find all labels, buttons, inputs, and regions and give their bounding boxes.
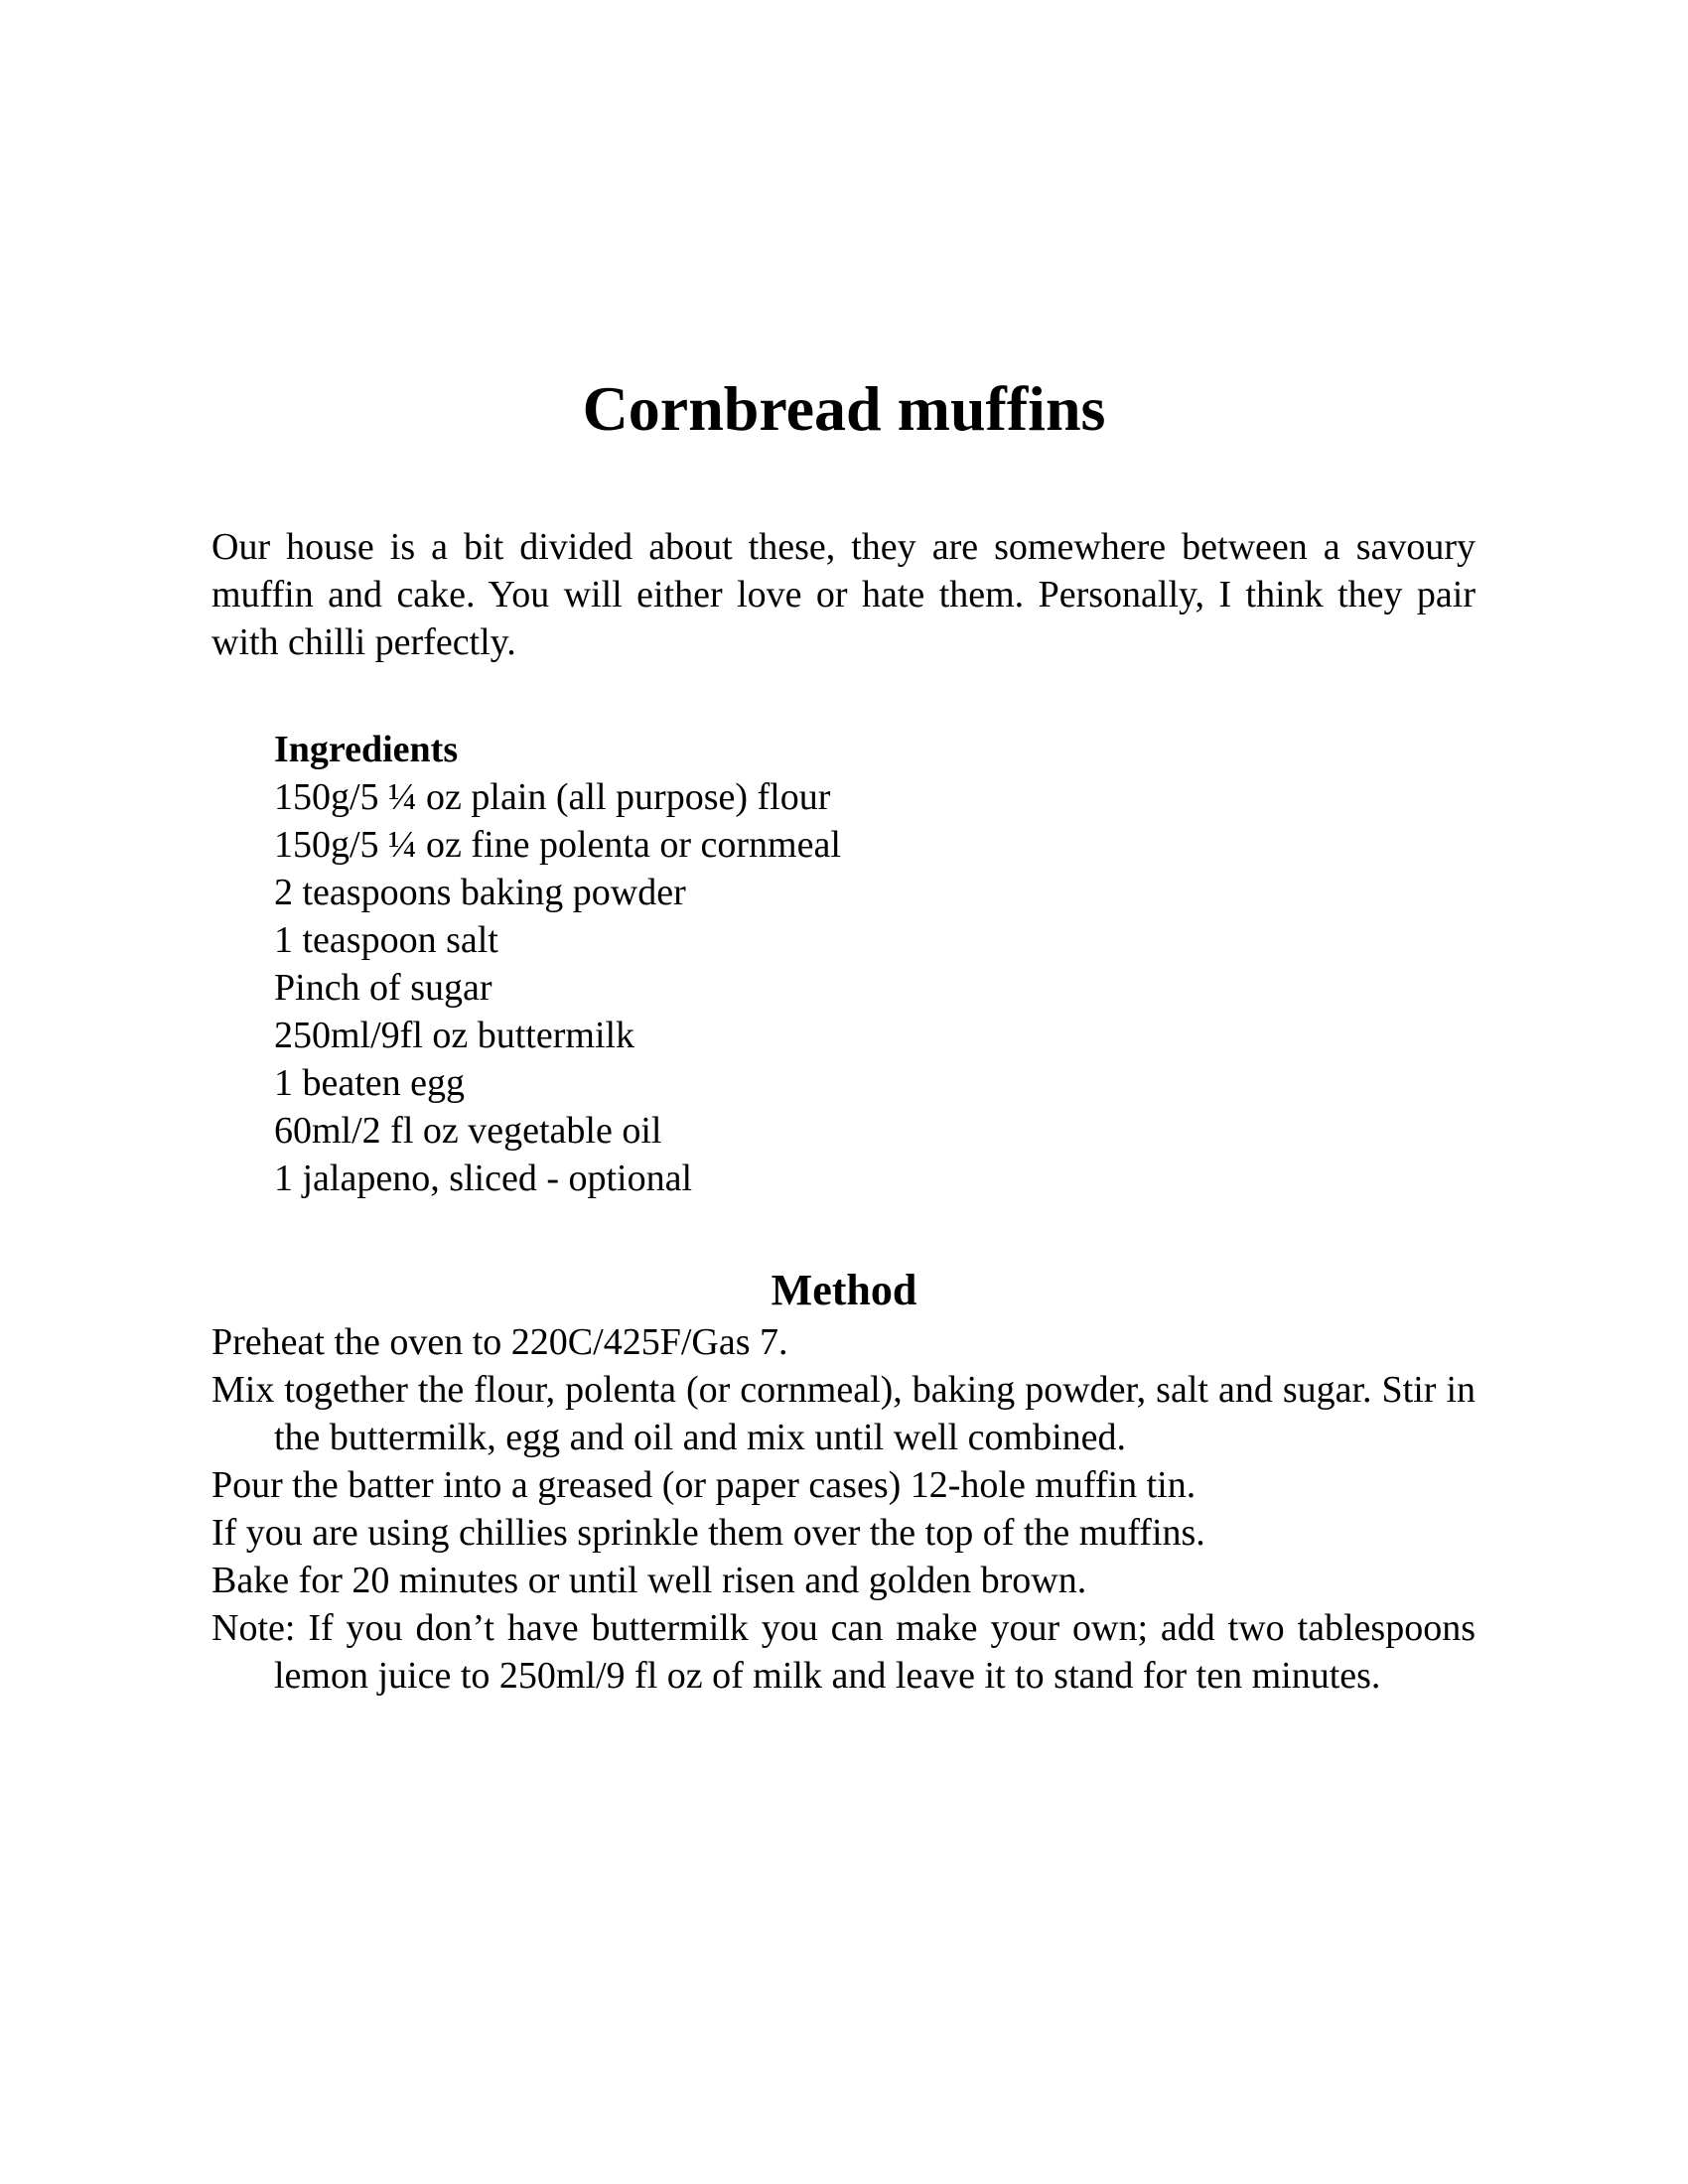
- method-steps: [211, 1318, 1476, 1700]
- ingredients-heading: Ingredients: [274, 729, 459, 770]
- ingredients-section: [274, 726, 1267, 1202]
- intro-paragraph: Our house is a bit divided about these, they are somewhere between a savoury muffin and cake. You will either love or hate them. Personally, I think they pair with chilli perfectly.: [211, 526, 1476, 663]
- ingredients-list: [274, 773, 1267, 1202]
- ingredient-item: 2 teaspoons baking powder: [274, 872, 686, 913]
- method-heading: Method: [771, 1266, 917, 1314]
- method-step: Mix together the flour, polenta (or cornmeal), baking powder, salt and sugar. Stir in the buttermilk, egg and oil and mix until well combined.: [211, 1369, 1476, 1458]
- method-step: Preheat the oven to 220C/425F/Gas 7.: [211, 1321, 788, 1363]
- method-step: Bake for 20 minutes or until well risen and golden brown.: [211, 1560, 1087, 1601]
- ingredient-item: 60ml/2 fl oz vegetable oil: [274, 1110, 662, 1152]
- ingredient-item: 1 teaspoon salt: [274, 919, 498, 961]
- page-title: Cornbread muffins: [582, 373, 1106, 444]
- ingredient-item: 150g/5 ¼ oz fine polenta or cornmeal: [274, 824, 841, 866]
- ingredient-item: 250ml/9fl oz buttermilk: [274, 1015, 635, 1056]
- method-step: If you are using chillies sprinkle them over the top of the muffins.: [211, 1512, 1205, 1554]
- method-step: Note: If you don’t have buttermilk you can make your own; add two tablespoons lemon juice to 250ml/9 fl oz of milk and leave it to stand for ten minutes.: [211, 1607, 1476, 1697]
- ingredient-item: Pinch of sugar: [274, 967, 492, 1009]
- ingredient-item: 1 beaten egg: [274, 1062, 466, 1104]
- ingredient-item: 1 jalapeno, sliced - optional: [274, 1158, 693, 1199]
- method-step: Pour the batter into a greased (or paper cases) 12-hole muffin tin.: [211, 1464, 1196, 1506]
- ingredient-item: 150g/5 ¼ oz plain (all purpose) flour: [274, 776, 831, 818]
